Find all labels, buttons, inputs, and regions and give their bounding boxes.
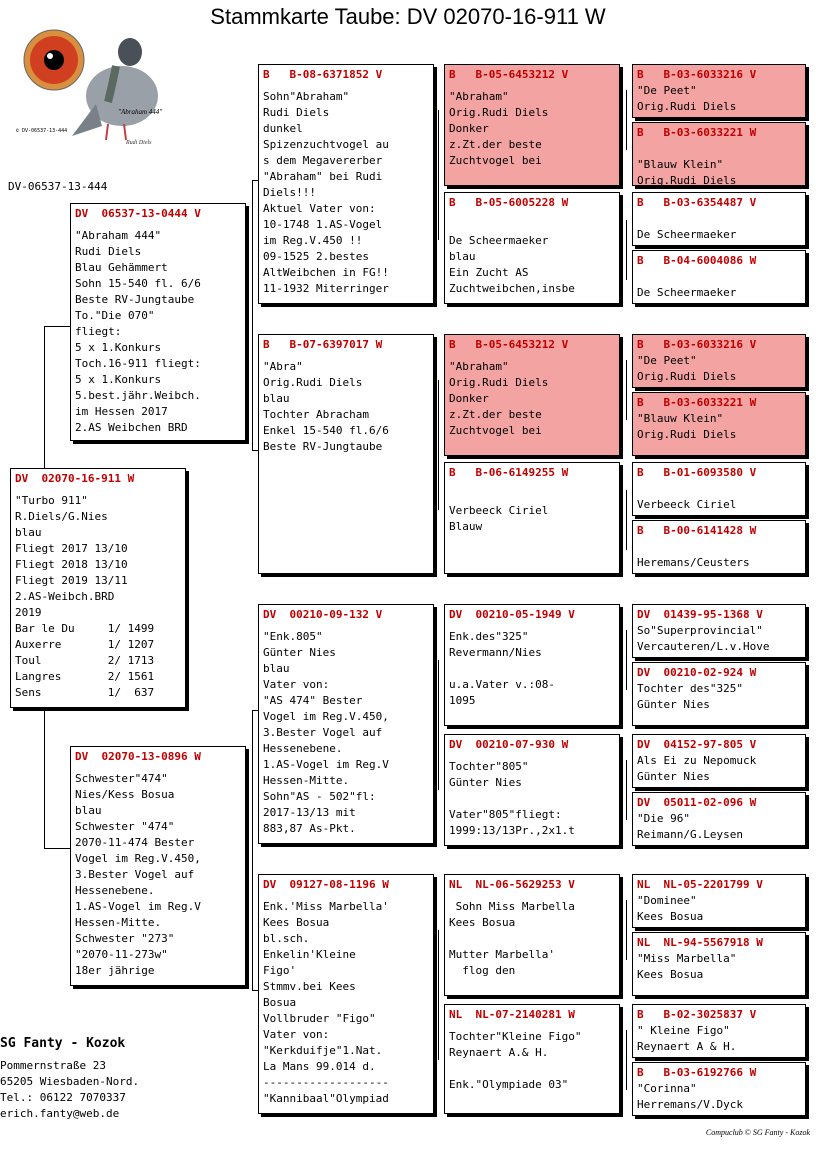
- ring-number: B B-01-6093580 V: [637, 466, 757, 479]
- pedigree-line: blau: [15, 526, 42, 539]
- pedigree-line: Zuchtvogel bei: [449, 154, 542, 167]
- ring-number: DV 01439-95-1368 V: [637, 608, 763, 621]
- box-lines: [637, 411, 801, 443]
- logo-caption: "Abraham 444": [118, 108, 163, 116]
- pedigree-line: 2.AS Weibchen BRD: [75, 421, 188, 434]
- gen5-box: [632, 932, 806, 996]
- pedigree-line: Donker: [449, 122, 489, 135]
- pedigree-line: Orig.Rudi Diels: [637, 428, 737, 441]
- gen5-box: [632, 662, 806, 726]
- ring-number: DV 06537-13-0444 V: [75, 207, 201, 220]
- box-lines: [449, 899, 615, 979]
- pedigree-line: Enk."Olympiade 03": [449, 1078, 569, 1091]
- pedigree-line: Fliegt 2019 13/11: [15, 574, 128, 587]
- pedigree-line: "Abra": [263, 360, 303, 373]
- box-lines: [263, 899, 429, 1107]
- pedigree-line: Sohn Miss Marbella: [449, 900, 575, 913]
- box-lines: [263, 629, 429, 837]
- ring-number: B B-03-6354487 V: [637, 196, 757, 209]
- pedigree-line: Kees Bosua: [637, 968, 704, 981]
- connector: [252, 330, 253, 450]
- father-pedigree-box: [70, 203, 246, 441]
- pedigree-line: Orig.Rudi Diels: [637, 370, 737, 383]
- pedigree-line: Günter Nies: [637, 770, 710, 783]
- pedigree-line: Zuchtvogel bei: [449, 424, 542, 437]
- pedigree-line: Günter Nies: [449, 776, 522, 789]
- connector: [626, 630, 627, 690]
- pedigree-line: De Scheermaeker: [637, 228, 737, 241]
- footer-credit: Compuclub © SG Fanty - Kozok: [705, 1128, 810, 1137]
- ring-number: B B-03-6033221 W: [637, 396, 757, 409]
- box-lines: [637, 353, 801, 385]
- connector: [252, 180, 253, 330]
- ring-number: B B-03-6033216 V: [637, 338, 757, 351]
- pigeon-logo: [12, 16, 172, 156]
- pedigree-line: blau: [263, 662, 290, 675]
- ring-number: B B-06-6149255 W: [449, 466, 569, 479]
- pedigree-line: -------------------: [263, 1076, 389, 1089]
- pedigree-line: "Blauw Klein": [637, 158, 724, 171]
- box-lines: [637, 1081, 801, 1113]
- box-lines: [263, 89, 429, 297]
- pedigree-line: [637, 481, 801, 497]
- pedigree-line: blau: [75, 804, 102, 817]
- pedigree-line: Reimann/G.Leysen: [637, 828, 743, 841]
- pedigree-line: R.Diels/G.Nies: [15, 510, 108, 523]
- ring-number: B B-03-6192766 W: [637, 1066, 757, 1079]
- pedigree-line: Vogel im Reg.V.450,: [263, 710, 389, 723]
- pedigree-line: Tochter des"325": [637, 682, 743, 695]
- box-lines: [449, 1029, 615, 1093]
- pedigree-line: "Abraham" bei Rudi: [263, 170, 383, 183]
- pedigree-line: 883,87 As-Pkt.: [263, 822, 356, 835]
- pedigree-line: Schwester "474": [75, 820, 175, 833]
- connector: [44, 708, 45, 848]
- logo-signature: Rudi Diels: [126, 140, 152, 146]
- ring-number: DV 02070-13-0896 W: [75, 750, 201, 763]
- pedigree-line: Hessen-Mitte.: [263, 774, 350, 787]
- pedigree-line: Tochter"805": [449, 760, 529, 773]
- gen5-box: [632, 520, 806, 574]
- pedigree-line: Aktuel Vater von:: [263, 202, 376, 215]
- logo-small-text: © DV-06537-13-444: [16, 128, 68, 134]
- gen4-box: [444, 874, 620, 996]
- pedigree-line: 2017-13/13 mit: [263, 806, 356, 819]
- pedigree-line: Hessenebene.: [263, 742, 343, 755]
- pedigree-line: Beste RV-Jungtaube: [75, 293, 195, 306]
- pedigree-line: [449, 661, 615, 677]
- box-lines: [637, 623, 801, 655]
- pedigree-line: 10-1748 1.AS-Vogel: [263, 218, 383, 231]
- box-lines: [75, 228, 241, 436]
- pedigree-line: Orig.Rudi Diels: [449, 106, 549, 119]
- pedigree-line: Stmmv.bei Kees: [263, 980, 356, 993]
- box-lines: [637, 811, 801, 843]
- pedigree-line: z.Zt.der beste: [449, 408, 542, 421]
- pedigree-line: Vollbruder "Figo": [263, 1012, 376, 1025]
- pedigree-line: " Kleine Figo": [637, 1024, 730, 1037]
- pedigree-line: La Mans 99.014 d.: [263, 1060, 376, 1073]
- pedigree-line: im Hessen 2017: [75, 405, 168, 418]
- box-lines: [637, 539, 801, 571]
- box-lines: [637, 893, 801, 925]
- ring-number: B B-05-6005228 W: [449, 196, 569, 209]
- connector: [438, 660, 439, 790]
- pedigree-line: Orig.Rudi Diels: [449, 376, 549, 389]
- pedigree-line: "Abraham": [449, 360, 509, 373]
- gen5-box: [632, 462, 806, 516]
- pedigree-line: Sens 1/ 637: [15, 686, 155, 699]
- connector: [44, 326, 45, 468]
- pedigree-line: Hessen-Mitte.: [75, 916, 162, 929]
- pedigree-line: 1.AS-Vogel im Reg.V: [263, 758, 389, 771]
- pedigree-line: 5 x 1.Konkurs: [75, 373, 162, 386]
- pedigree-line: Günter Nies: [263, 646, 336, 659]
- gen4-box: [444, 334, 620, 456]
- connector: [626, 490, 627, 550]
- connector: [626, 1030, 627, 1090]
- pedigree-line: 09-1525 2.bestes: [263, 250, 369, 263]
- pedigree-line: Spizenzuchtvogel au: [263, 138, 389, 151]
- subject-pedigree-box: [10, 468, 186, 708]
- pedigree-line: "2070-11-273w": [75, 948, 168, 961]
- pedigree-line: s dem Megavererber: [263, 154, 383, 167]
- pedigree-line: Kees Bosua: [637, 910, 704, 923]
- pedigree-line: Sohn"Abraham": [263, 90, 350, 103]
- ring-number: NL NL-94-5567918 W: [637, 936, 763, 949]
- pedigree-line: Rudi Diels: [75, 245, 142, 258]
- pedigree-line: z.Zt.der beste: [449, 138, 542, 151]
- pedigree-line: 1999:13/13Pr.,2x1.t: [449, 824, 575, 837]
- pedigree-line: "Corinna": [637, 1082, 697, 1095]
- ring-number: DV 04152-97-805 V: [637, 738, 757, 751]
- ring-number: NL NL-06-5629253 V: [449, 878, 575, 891]
- pedigree-line: Kees Bosua: [263, 916, 330, 929]
- gen5-box: [632, 192, 806, 246]
- connector: [626, 220, 627, 280]
- pedigree-line: 5 x 1.Konkurs: [75, 341, 162, 354]
- pedigree-line: Vercauteren/L.v.Hove: [637, 640, 770, 653]
- pedigree-line: Sohn 15-540 fl. 6/6: [75, 277, 201, 290]
- pedigree-line: "Miss Marbella": [637, 952, 737, 965]
- connector: [44, 848, 70, 849]
- pedigree-line: To."Die 070": [75, 309, 155, 322]
- pedigree-line: Vater von:: [263, 1028, 330, 1041]
- ring-number: DV 00210-05-1949 V: [449, 608, 575, 621]
- pedigree-line: "Abraham 444": [75, 229, 162, 242]
- breeder-name: SG Fanty - Kozok: [0, 1036, 126, 1051]
- pedigree-line: Fliegt 2017 13/10: [15, 542, 128, 555]
- box-lines: [637, 141, 801, 186]
- ring-number: DV 02070-16-911 W: [15, 472, 135, 485]
- pedigree-line: Schwester "273": [75, 932, 175, 945]
- pedigree-line: Enkelin'Kleine: [263, 948, 356, 961]
- pedigree-line: Rudi Diels: [263, 106, 330, 119]
- pedigree-line: Revermann/Nies: [449, 646, 542, 659]
- box-lines: [263, 359, 429, 455]
- pedigree-line: 2.AS-Weibch.BRD: [15, 590, 115, 603]
- box-lines: [75, 771, 241, 979]
- pedigree-line: Toul 2/ 1713: [15, 654, 155, 667]
- pedigree-line: Tochter Abracham: [263, 408, 369, 421]
- pedigree-line: De Scheermaeker: [637, 286, 737, 299]
- breeder-address: [0, 1036, 139, 1122]
- ring-number: B B-02-3025837 V: [637, 1008, 757, 1021]
- pedigree-line: Ein Zucht AS: [449, 266, 529, 279]
- pedigree-line: Heremans/Ceusters: [637, 556, 750, 569]
- pedigree-line: Diels!!!: [263, 186, 316, 199]
- ring-number: B B-05-6453212 V: [449, 338, 569, 351]
- connector: [438, 930, 439, 1060]
- ring-number: DV 00210-07-930 W: [449, 738, 569, 751]
- ring-number: B B-07-6397017 W: [263, 338, 383, 351]
- pedigree-line: blau: [449, 250, 476, 263]
- pedigree-line: Zuchtweibchen,insbe: [449, 282, 575, 295]
- pedigree-line: Fliegt 2018 13/10: [15, 558, 128, 571]
- pedigree-line: 3.Bester Vogel auf: [75, 868, 195, 881]
- connector: [626, 760, 627, 820]
- pedigree-line: Verbeeck Ciriel: [449, 504, 549, 517]
- breeder-street: Pommernstraße 23: [0, 1059, 106, 1072]
- connector: [438, 380, 439, 510]
- pedigree-line: [449, 217, 615, 233]
- box-lines: [637, 753, 801, 785]
- pedigree-line: Enk.'Miss Marbella': [263, 900, 389, 913]
- pedigree-line: "De Peet": [637, 84, 697, 97]
- box-lines: [449, 629, 615, 709]
- breeder-email[interactable]: erich.fanty@web.de: [0, 1107, 120, 1120]
- pedigree-line: Sohn"AS - 502"fl:: [263, 790, 376, 803]
- pedigree-line: "Kannibaal"Olympiad: [263, 1092, 389, 1105]
- pedigree-line: blau: [263, 392, 290, 405]
- pedigree-line: Mutter Marbella': [449, 948, 555, 961]
- pedigree-line: [449, 1061, 615, 1077]
- box-lines: [637, 681, 801, 713]
- pedigree-line: Vater von:: [263, 678, 330, 691]
- pedigree-line: [637, 269, 801, 285]
- ring-number: NL NL-05-2201799 V: [637, 878, 763, 891]
- box-lines: [449, 487, 615, 535]
- pedigree-line: 5.best.jähr.Weibch.: [75, 389, 201, 402]
- pedigree-line: Vogel im Reg.V.450,: [75, 852, 201, 865]
- box-lines: [449, 359, 615, 439]
- gen4-box: [444, 604, 620, 726]
- gen4-box: [444, 192, 620, 304]
- pedigree-line: AltWeibchen in FG!!: [263, 266, 389, 279]
- pedigree-line: "Dominee": [637, 894, 697, 907]
- pedigree-line: Blau Gehämmert: [75, 261, 168, 274]
- breeder-phone: Tel.: 06122 7070337: [0, 1091, 126, 1104]
- pedigree-line: "Kerkduifje"1.Nat.: [263, 1044, 383, 1057]
- pedigree-line: Hessenebene.: [75, 884, 155, 897]
- box-lines: [449, 217, 615, 297]
- pedigree-line: "De Peet": [637, 354, 697, 367]
- gen5-box: [632, 604, 806, 658]
- pedigree-line: Auxerre 1/ 1207: [15, 638, 155, 651]
- pedigree-line: De Scheermaeker: [449, 234, 549, 247]
- breeder-city: 65205 Wiesbaden-Nord.: [0, 1075, 140, 1088]
- box-lines: [637, 951, 801, 983]
- connector: [252, 820, 253, 990]
- connector: [44, 326, 70, 327]
- gen5-box: [632, 1062, 806, 1116]
- pedigree-line: Bosua: [263, 996, 297, 1009]
- pedigree-line: im Reg.V.450 !!: [263, 234, 363, 247]
- pedigree-line: Vater"805"fliegt:: [449, 808, 562, 821]
- pedigree-line: flog den: [449, 964, 516, 977]
- pedigree-line: [449, 791, 615, 807]
- ring-number: DV 00210-09-132 V: [263, 608, 383, 621]
- connector: [438, 110, 439, 240]
- pedigree-line: [449, 931, 615, 947]
- gen3-box: [258, 604, 434, 844]
- gen5-box: [632, 1004, 806, 1058]
- ring-number: NL NL-07-2140281 W: [449, 1008, 575, 1021]
- pedigree-line: Herremans/V.Dyck: [637, 1098, 743, 1111]
- gen5-box: [632, 874, 806, 928]
- ring-number: B B-03-6033216 V: [637, 68, 757, 81]
- pedigree-line: 1095: [449, 694, 476, 707]
- pedigree-line: Günter Nies: [637, 698, 710, 711]
- ring-number: B B-08-6371852 V: [263, 68, 383, 81]
- pedigree-line: Kees Bosua: [449, 916, 516, 929]
- pedigree-line: [637, 141, 801, 157]
- pedigree-line: 3.Bester Vogel auf: [263, 726, 383, 739]
- pedigree-line: Orig.Rudi Diels: [637, 174, 737, 186]
- pedigree-line: Orig.Rudi Diels: [263, 376, 363, 389]
- pedigree-line: u.a.Vater v.:08-: [449, 678, 555, 691]
- pedigree-line: Beste RV-Jungtaube: [263, 440, 383, 453]
- pedigree-line: Reynaert A.& H.: [449, 1046, 549, 1059]
- pedigree-line: fliegt:: [75, 325, 122, 338]
- pedigree-line: Langres 2/ 1561: [15, 670, 155, 683]
- ring-number: B B-04-6004086 W: [637, 254, 757, 267]
- ring-number: DV 09127-08-1196 W: [263, 878, 389, 891]
- pedigree-line: "Enk.805": [263, 630, 323, 643]
- connector: [626, 360, 627, 420]
- gen5-box: [632, 122, 806, 186]
- pedigree-line: Enk.des"325": [449, 630, 529, 643]
- gen4-box: [444, 462, 620, 574]
- gen3-box: [258, 334, 434, 574]
- pedigree-line: Figo': [263, 964, 297, 977]
- ring-number: DV 00210-02-924 W: [637, 666, 757, 679]
- pedigree-line: 2070-11-474 Bester: [75, 836, 195, 849]
- pedigree-line: "Abraham": [449, 90, 509, 103]
- page-title: Stammkarte Taube: DV 02070-16-911 W: [210, 4, 606, 29]
- box-lines: [637, 269, 801, 301]
- mother-pedigree-box: [70, 746, 246, 986]
- dv-label: DV-06537-13-444: [8, 180, 108, 193]
- pedigree-line: dunkel: [263, 122, 303, 135]
- pedigree-line: 11-1932 Miterringer: [263, 282, 389, 295]
- pedigree-line: Blauw: [449, 520, 483, 533]
- box-lines: [15, 493, 181, 701]
- pedigree-line: Donker: [449, 392, 489, 405]
- pedigree-line: So"Superprovincial": [637, 624, 763, 637]
- pedigree-line: Schwester"474": [75, 772, 168, 785]
- connector: [252, 710, 253, 820]
- pedigree-line: Tochter"Kleine Figo": [449, 1030, 582, 1043]
- pedigree-line: Toch.16-911 fliegt:: [75, 357, 201, 370]
- pedigree-line: Bar le Du 1/ 1499: [15, 622, 155, 635]
- box-lines: [637, 211, 801, 243]
- gen4-box: [444, 64, 620, 186]
- gen3-box: [258, 874, 434, 1114]
- gen5-box: [632, 734, 806, 788]
- connector: [626, 90, 627, 150]
- gen5-box: [632, 64, 806, 118]
- ring-number: B B-03-6033221 W: [637, 126, 757, 139]
- pedigree-line: Reynaert A & H.: [637, 1040, 737, 1053]
- pedigree-line: [637, 211, 801, 227]
- connector: [626, 900, 627, 960]
- gen4-box: [444, 734, 620, 846]
- pedigree-line: 2019: [15, 606, 42, 619]
- pedigree-line: Verbeeck Ciriel: [637, 498, 737, 511]
- pedigree-line: "Turbo 911": [15, 494, 88, 507]
- gen5-box: [632, 250, 806, 304]
- pedigree-line: 1.AS-Vogel im Reg.V: [75, 900, 201, 913]
- ring-number: B B-00-6141428 W: [637, 524, 757, 537]
- box-lines: [637, 481, 801, 513]
- pedigree-line: bl.sch.: [263, 932, 310, 945]
- pedigree-line: 18er jährige: [75, 964, 155, 977]
- pedigree-line: Nies/Kess Bosua: [75, 788, 175, 801]
- gen5-box: [632, 392, 806, 456]
- pedigree-line: "Die 96": [637, 812, 690, 825]
- pedigree-line: Enkel 15-540 fl.6/6: [263, 424, 389, 437]
- box-lines: [637, 83, 801, 115]
- gen4-box: [444, 1004, 620, 1114]
- ring-number: B B-05-6453212 V: [449, 68, 569, 81]
- pedigree-line: "AS 474" Bester: [263, 694, 363, 707]
- gen3-box: [258, 64, 434, 304]
- pedigree-line: "Blauw Klein": [637, 412, 724, 425]
- gen5-box: [632, 334, 806, 388]
- gen5-box: [632, 792, 806, 846]
- pedigree-line: [449, 487, 615, 503]
- pedigree-line: Als Ei zu Nepomuck: [637, 754, 757, 767]
- box-lines: [449, 89, 615, 169]
- pedigree-line: [637, 539, 801, 555]
- box-lines: [637, 1023, 801, 1055]
- ring-number: DV 05011-02-096 W: [637, 796, 757, 809]
- box-lines: [449, 759, 615, 839]
- pedigree-line: Orig.Rudi Diels: [637, 100, 737, 113]
